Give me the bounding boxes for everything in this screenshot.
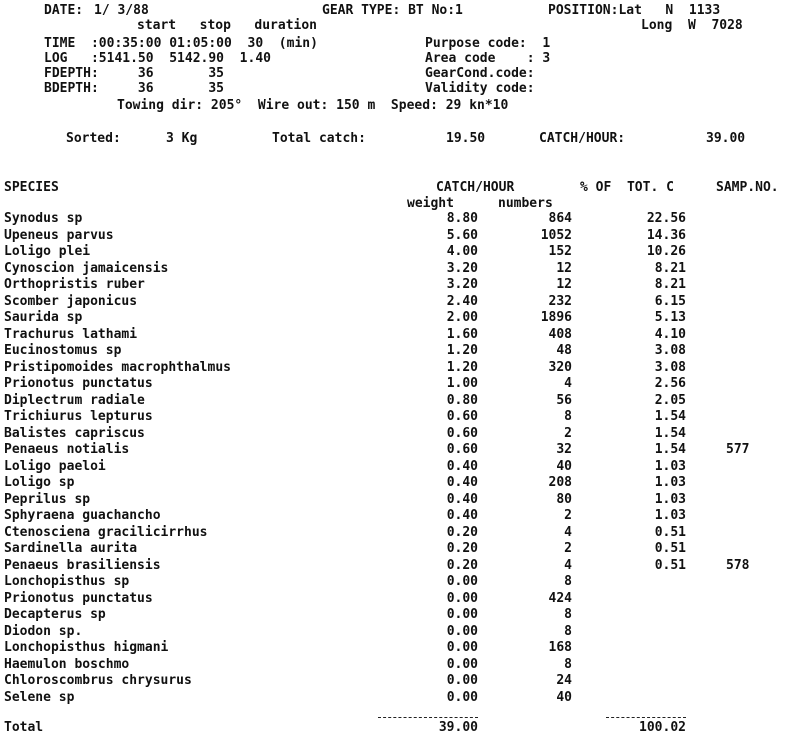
species-cell: Penaeus notialis — [4, 442, 130, 457]
species-cell: Trichiurus lepturus — [4, 409, 153, 424]
table-row — [0, 360, 800, 375]
weight-cell: 0.40 — [446, 491, 478, 507]
weight-cell: 0.20 — [446, 557, 478, 573]
table-row — [0, 574, 800, 589]
numbers-cell: 168 — [548, 640, 572, 655]
species-cell: Orthopristis ruber — [4, 277, 145, 292]
species-cell: Loligo sp — [4, 475, 75, 490]
table-row — [0, 492, 800, 507]
total-catch-value: 19.50 — [446, 131, 486, 146]
bdepth-line: BDEPTH: 36 35 — [44, 81, 225, 96]
numbers-cell: 2 — [564, 508, 572, 523]
table-row — [0, 640, 800, 655]
table-row — [0, 690, 800, 705]
weight-cell: 0.40 — [446, 508, 478, 523]
weight-cell: 2.00 — [446, 310, 478, 325]
numbers-cell: 8 — [564, 623, 572, 639]
species-cell: Prionotus punctatus — [4, 590, 153, 606]
numbers-header: numbers — [498, 196, 553, 211]
weight-cell: 0.00 — [446, 673, 478, 688]
table-row — [0, 261, 800, 276]
numbers-cell: 8 — [564, 409, 572, 424]
area-code: Area code : 3 — [425, 51, 551, 66]
species-header: SPECIES — [4, 180, 59, 195]
species-cell: Diplectrum radiale — [4, 392, 145, 408]
table-row — [0, 294, 800, 309]
pct-cell: 1.03 — [654, 475, 686, 490]
pct-cell: 8.21 — [654, 277, 686, 292]
pct-cell: 5.13 — [654, 310, 686, 325]
numbers-cell: 80 — [556, 491, 572, 507]
weight-cell: 1.20 — [446, 359, 478, 375]
pct-cell: 1.54 — [654, 425, 686, 441]
species-cell: Lonchopisthus sp — [4, 574, 130, 589]
weight-cell: 4.00 — [446, 244, 478, 259]
date-value: 1/ 3/88 — [94, 3, 149, 18]
purpose-code: Purpose code: 1 — [425, 36, 551, 51]
species-cell: Prionotus punctatus — [4, 376, 153, 391]
species-cell: Eucinostomus sp — [4, 343, 122, 358]
pct-cell: 1.54 — [654, 442, 686, 457]
weight-cell: 0.60 — [446, 442, 478, 457]
table-row — [0, 228, 800, 243]
total-weight: 39.00 — [438, 720, 478, 735]
numbers-cell: 12 — [556, 277, 572, 292]
species-cell: Haemulon boschmo — [4, 656, 130, 672]
catch-hour-header: CATCH/HOUR — [436, 180, 515, 195]
catch-hour-label: CATCH/HOUR: — [539, 131, 626, 146]
samp-cell: 577 — [726, 442, 750, 457]
table-row — [0, 327, 800, 342]
numbers-cell: 152 — [548, 244, 572, 259]
weight-cell: 0.00 — [446, 623, 478, 639]
species-cell: Penaeus brasiliensis — [4, 557, 161, 573]
weight-header: weight — [407, 196, 454, 211]
weight-cell: 0.00 — [446, 590, 478, 606]
species-cell: Balistes capriscus — [4, 425, 145, 441]
position-lat: POSITION:Lat N 1133 — [548, 3, 721, 18]
pct-cell: 3.08 — [654, 343, 686, 358]
species-cell: Saurida sp — [4, 310, 83, 325]
numbers-cell: 8 — [564, 656, 572, 672]
date-label: DATE: — [44, 3, 84, 18]
species-cell: Cynoscion jamaicensis — [4, 260, 169, 276]
weight-cell: 0.00 — [446, 689, 478, 705]
pct-cell: 4.10 — [654, 326, 686, 342]
table-row — [0, 607, 800, 622]
numbers-cell: 4 — [564, 524, 572, 540]
table-row — [0, 244, 800, 259]
weight-cell: 3.20 — [446, 277, 478, 292]
table-row — [0, 624, 800, 639]
numbers-cell: 32 — [556, 442, 572, 457]
numbers-cell: 2 — [564, 541, 572, 556]
table-row — [0, 459, 800, 474]
table-row — [0, 508, 800, 523]
numbers-cell: 8 — [564, 574, 572, 589]
species-cell: Loligo paeloi — [4, 458, 106, 474]
pct-cell: 0.51 — [654, 557, 686, 573]
species-cell: Sardinella aurita — [4, 541, 138, 556]
table-row — [0, 277, 800, 292]
pct-cell: 1.03 — [654, 508, 686, 523]
species-cell: Selene sp — [4, 689, 75, 705]
catch-hour-value: 39.00 — [706, 131, 746, 146]
weight-cell: 0.60 — [446, 425, 478, 441]
numbers-cell: 408 — [548, 326, 572, 342]
numbers-cell: 8 — [564, 607, 572, 622]
table-row — [0, 442, 800, 457]
position-long: Long W 7028 — [641, 18, 743, 33]
pct-total-header: % OF TOT. C — [580, 180, 674, 195]
species-cell: Lonchopisthus higmani — [4, 640, 169, 655]
towing-info: Towing dir: 205° Wire out: 150 m Speed: 29 kn*10 — [117, 98, 509, 113]
weight-cell: 0.80 — [446, 392, 478, 408]
numbers-cell: 56 — [556, 392, 572, 408]
pct-cell: 14.36 — [646, 227, 686, 243]
weight-cell: 1.60 — [446, 326, 478, 342]
total-label: Total — [4, 720, 44, 735]
species-cell: Scomber japonicus — [4, 293, 138, 309]
time-column-labels: start stop duration — [137, 18, 318, 33]
pct-cell: 8.21 — [654, 260, 686, 276]
weight-cell: 1.00 — [446, 376, 478, 391]
pct-cell: 1.54 — [654, 409, 686, 424]
table-row — [0, 343, 800, 358]
samp-no-header: SAMP.NO. — [716, 180, 779, 195]
weight-cell: 0.40 — [446, 475, 478, 490]
pct-cell: 1.03 — [654, 458, 686, 474]
sorted-value: 3 Kg — [166, 131, 198, 146]
numbers-cell: 12 — [556, 260, 572, 276]
table-row — [0, 475, 800, 490]
species-cell: Chloroscombrus chrysurus — [4, 673, 192, 688]
table-row — [0, 409, 800, 424]
table-row — [0, 426, 800, 441]
numbers-cell: 24 — [556, 673, 572, 688]
weight-cell: 3.20 — [446, 260, 478, 276]
numbers-cell: 4 — [564, 557, 572, 573]
weight-cell: 0.60 — [446, 409, 478, 424]
species-cell: Sphyraena guachancho — [4, 508, 161, 523]
table-row — [0, 211, 800, 226]
numbers-cell: 232 — [548, 293, 572, 309]
table-row — [0, 541, 800, 556]
weight-cell: 0.00 — [446, 607, 478, 622]
numbers-cell: 1052 — [540, 227, 572, 243]
weight-cell: 2.40 — [446, 293, 478, 309]
gearcond-code: GearCond.code: — [425, 66, 535, 81]
numbers-cell: 1896 — [540, 310, 572, 325]
pct-cell: 0.51 — [654, 524, 686, 540]
species-cell: Loligo plei — [4, 244, 91, 259]
total-pct-rule — [606, 717, 686, 718]
species-cell: Decapterus sp — [4, 607, 106, 622]
table-row — [0, 591, 800, 606]
weight-cell: 0.40 — [446, 458, 478, 474]
total-weight-rule — [378, 717, 478, 718]
table-row — [0, 558, 800, 573]
numbers-cell: 4 — [564, 376, 572, 391]
numbers-cell: 40 — [556, 458, 572, 474]
pct-cell: 2.56 — [654, 376, 686, 391]
weight-cell: 0.00 — [446, 574, 478, 589]
numbers-cell: 40 — [556, 689, 572, 705]
species-cell: Synodus sp — [4, 211, 83, 226]
gear-type: GEAR TYPE: BT No:1 — [322, 3, 463, 18]
numbers-cell: 320 — [548, 359, 572, 375]
species-cell: Trachurus lathami — [4, 326, 138, 342]
weight-cell: 5.60 — [446, 227, 478, 243]
total-catch-label: Total catch: — [272, 131, 366, 146]
weight-cell: 0.00 — [446, 640, 478, 655]
numbers-cell: 864 — [548, 211, 572, 226]
fdepth-line: FDEPTH: 36 35 — [44, 66, 225, 81]
weight-cell: 1.20 — [446, 343, 478, 358]
species-cell: Upeneus parvus — [4, 227, 114, 243]
weight-cell: 0.00 — [446, 656, 478, 672]
time-line: TIME :00:35:00 01:05:00 30 (min) — [44, 36, 318, 51]
validity-code: Validity code: — [425, 81, 535, 96]
pct-cell: 22.56 — [646, 211, 686, 226]
species-cell: Peprilus sp — [4, 491, 91, 507]
table-row — [0, 657, 800, 672]
numbers-cell: 48 — [556, 343, 572, 358]
log-line: LOG :5141.50 5142.90 1.40 — [44, 51, 271, 66]
pct-cell: 1.03 — [654, 491, 686, 507]
table-row — [0, 525, 800, 540]
pct-cell: 2.05 — [654, 392, 686, 408]
pct-cell: 3.08 — [654, 359, 686, 375]
numbers-cell: 2 — [564, 425, 572, 441]
numbers-cell: 208 — [548, 475, 572, 490]
total-pct: 100.02 — [639, 720, 686, 735]
table-row — [0, 310, 800, 325]
pct-cell: 0.51 — [654, 541, 686, 556]
weight-cell: 0.20 — [446, 541, 478, 556]
table-row — [0, 376, 800, 391]
numbers-cell: 424 — [548, 590, 572, 606]
species-cell: Pristipomoides macrophthalmus — [4, 359, 231, 375]
table-row — [0, 393, 800, 408]
sorted-label: Sorted: — [66, 131, 121, 146]
weight-cell: 0.20 — [446, 524, 478, 540]
pct-cell: 6.15 — [654, 293, 686, 309]
weight-cell: 8.80 — [446, 211, 478, 226]
table-row — [0, 673, 800, 688]
samp-cell: 578 — [726, 557, 750, 573]
species-cell: Diodon sp. — [4, 623, 83, 639]
pct-cell: 10.26 — [646, 244, 686, 259]
species-cell: Ctenosciena gracilicirrhus — [4, 524, 208, 540]
